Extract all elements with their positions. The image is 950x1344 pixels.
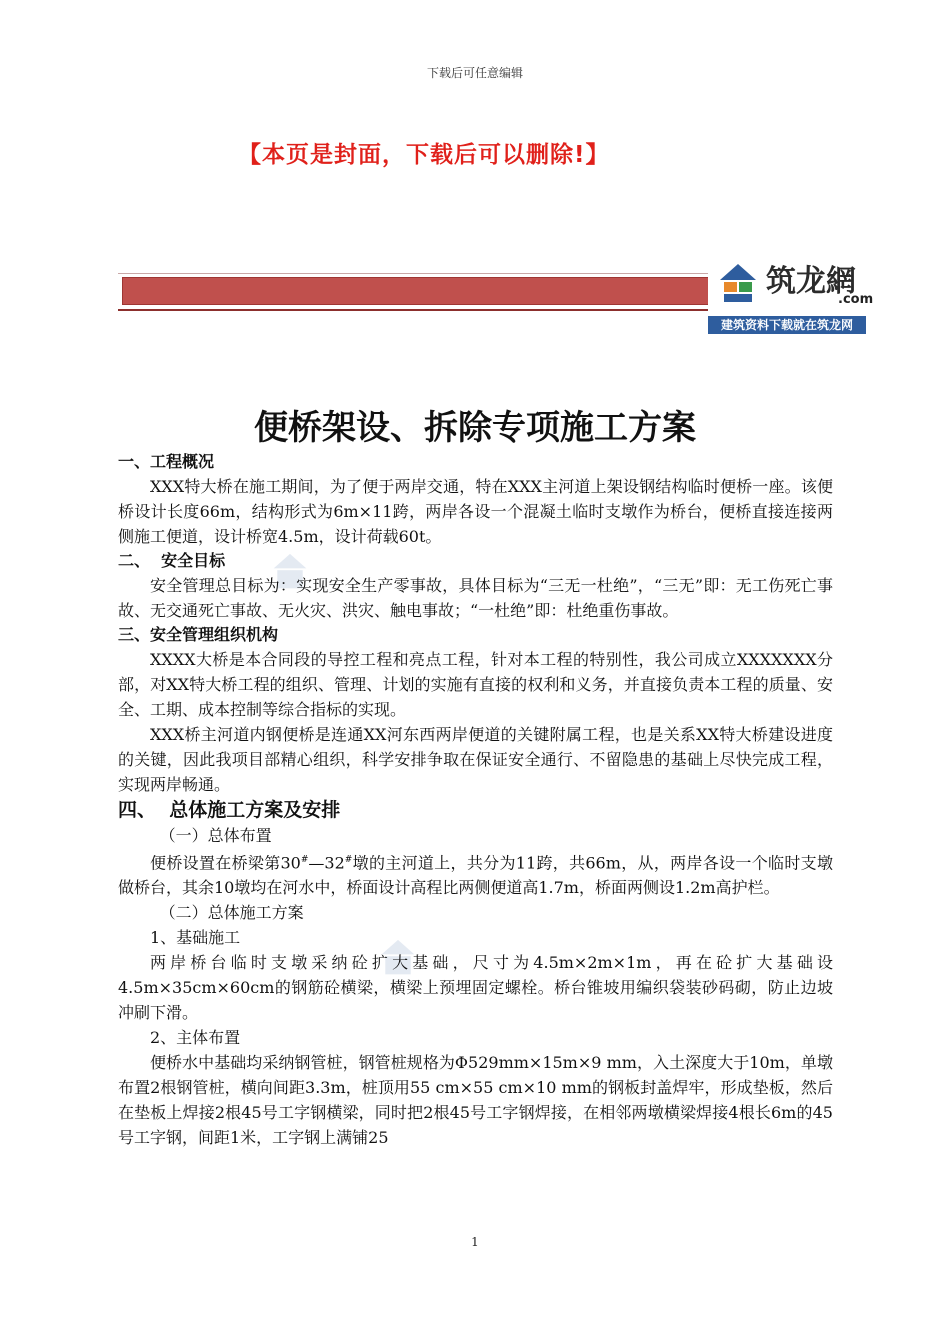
paragraph: XXX桥主河道内钢便桥是连通XX河东西两岸便道的关键附属工程，也是关系XX特大桥建设进度的关键，因此我项目部精心组织，科学安排争取在保证安全通行、不留隐患的基础上尽快完成工程，实现两岸畅通。 [118, 725, 833, 794]
superscript: # [300, 855, 309, 865]
superscript: # [344, 855, 353, 865]
section-heading: 四、 总体施工方案及安排 [118, 799, 341, 821]
header-note: 下载后可任意编辑 [426, 66, 523, 80]
document-title: 便桥架设、拆除专项施工方案 [254, 408, 696, 448]
subsection-heading: （二）总体施工方案 [159, 903, 304, 923]
cover-notice: 【本页是封面，下载后可以删除!】 [238, 142, 610, 168]
page-number: 1 [471, 1235, 479, 1249]
item-heading: 2、主体布置 [150, 1028, 241, 1048]
text-run: 便桥设置在桥梁第30 [150, 853, 301, 873]
section-heading: 三、安全管理组织机构 [118, 625, 279, 644]
logo-name: 筑龙網 [766, 264, 856, 299]
paragraph: 安全管理总目标为：实现安全生产零事故，具体目标为“三无一杜绝”，“三无”即：无工伤死亡事故、无交通死亡事故、无火灾、洪灾、触电事故；“一杜绝”即：杜绝重伤事故。 [118, 576, 833, 620]
document-body [118, 450, 833, 1150]
paragraph [118, 848, 833, 900]
section-heading: 一、工程概况 [118, 452, 215, 471]
text-run: —32 [308, 853, 345, 873]
text-run: 墩的主河道上，共分为11跨，共66m，从，两岸各设一个临时支墩做桥台，其余10墩均在河水中，桥面设计高程比两侧便道高1.7m，桥面两侧设1.2m高护栏。 [118, 853, 833, 898]
house-logo-icon [716, 262, 760, 306]
paragraph: XXX特大桥在施工期间，为了便于两岸交通，特在XXX主河道上架设钢结构临时便桥一座。该便桥设计长度66m，结构形式为6m×11跨，两岸各设一个混凝土临时支墩作为桥台，便桥直接连接两侧施工便道，设计桥宽4.5m，设计荷载60t。 [118, 477, 833, 546]
paragraph: XXXX大桥是本合同段的导控工程和亮点工程，针对本工程的特别性，我公司成立XXXXXXX分部，对XX特大桥工程的组织、管理、计划的实施有直接的权利和义务，并直接负责本工程的质量、安全、工期、成本控制等综合指标的实现。 [118, 650, 833, 719]
subsection-heading: （一）总体布置 [159, 826, 272, 845]
site-logo [708, 256, 874, 314]
paragraph: 两岸桥台临时支墩采纳砼扩大基础，尺寸为4.5m×2m×1m，再在砼扩大基础设4.5m×35cm×60cm的钢筋砼横梁，横梁上预埋固定螺栓。桥台锥坡用编织袋装砂码砌，防止边坡冲刷下滑。 [118, 953, 833, 1023]
logo-slogan: 建筑资料下载就在筑龙网 [708, 316, 866, 334]
paragraph: 便桥水中基础均采纳钢管桩，钢管桩规格为Φ529mm×15m×9 mm，入土深度大于10m，单墩布置2根钢管桩，横向间距3.3m，桩顶用55 cm×55 cm×10 mm的钢板封盖焊牢，形成垫板，然后在垫板上焊接2根45号工字钢横梁，同时把2根45号工字钢焊接，在相邻两墩横梁焊接4根长6m的45号工字钢，间距1米，工字钢上满铺25 [118, 1053, 833, 1148]
logo-domain: .com [838, 292, 874, 307]
section-heading: 二、 安全目标 [118, 551, 226, 570]
item-heading: 1、基础施工 [150, 928, 241, 948]
